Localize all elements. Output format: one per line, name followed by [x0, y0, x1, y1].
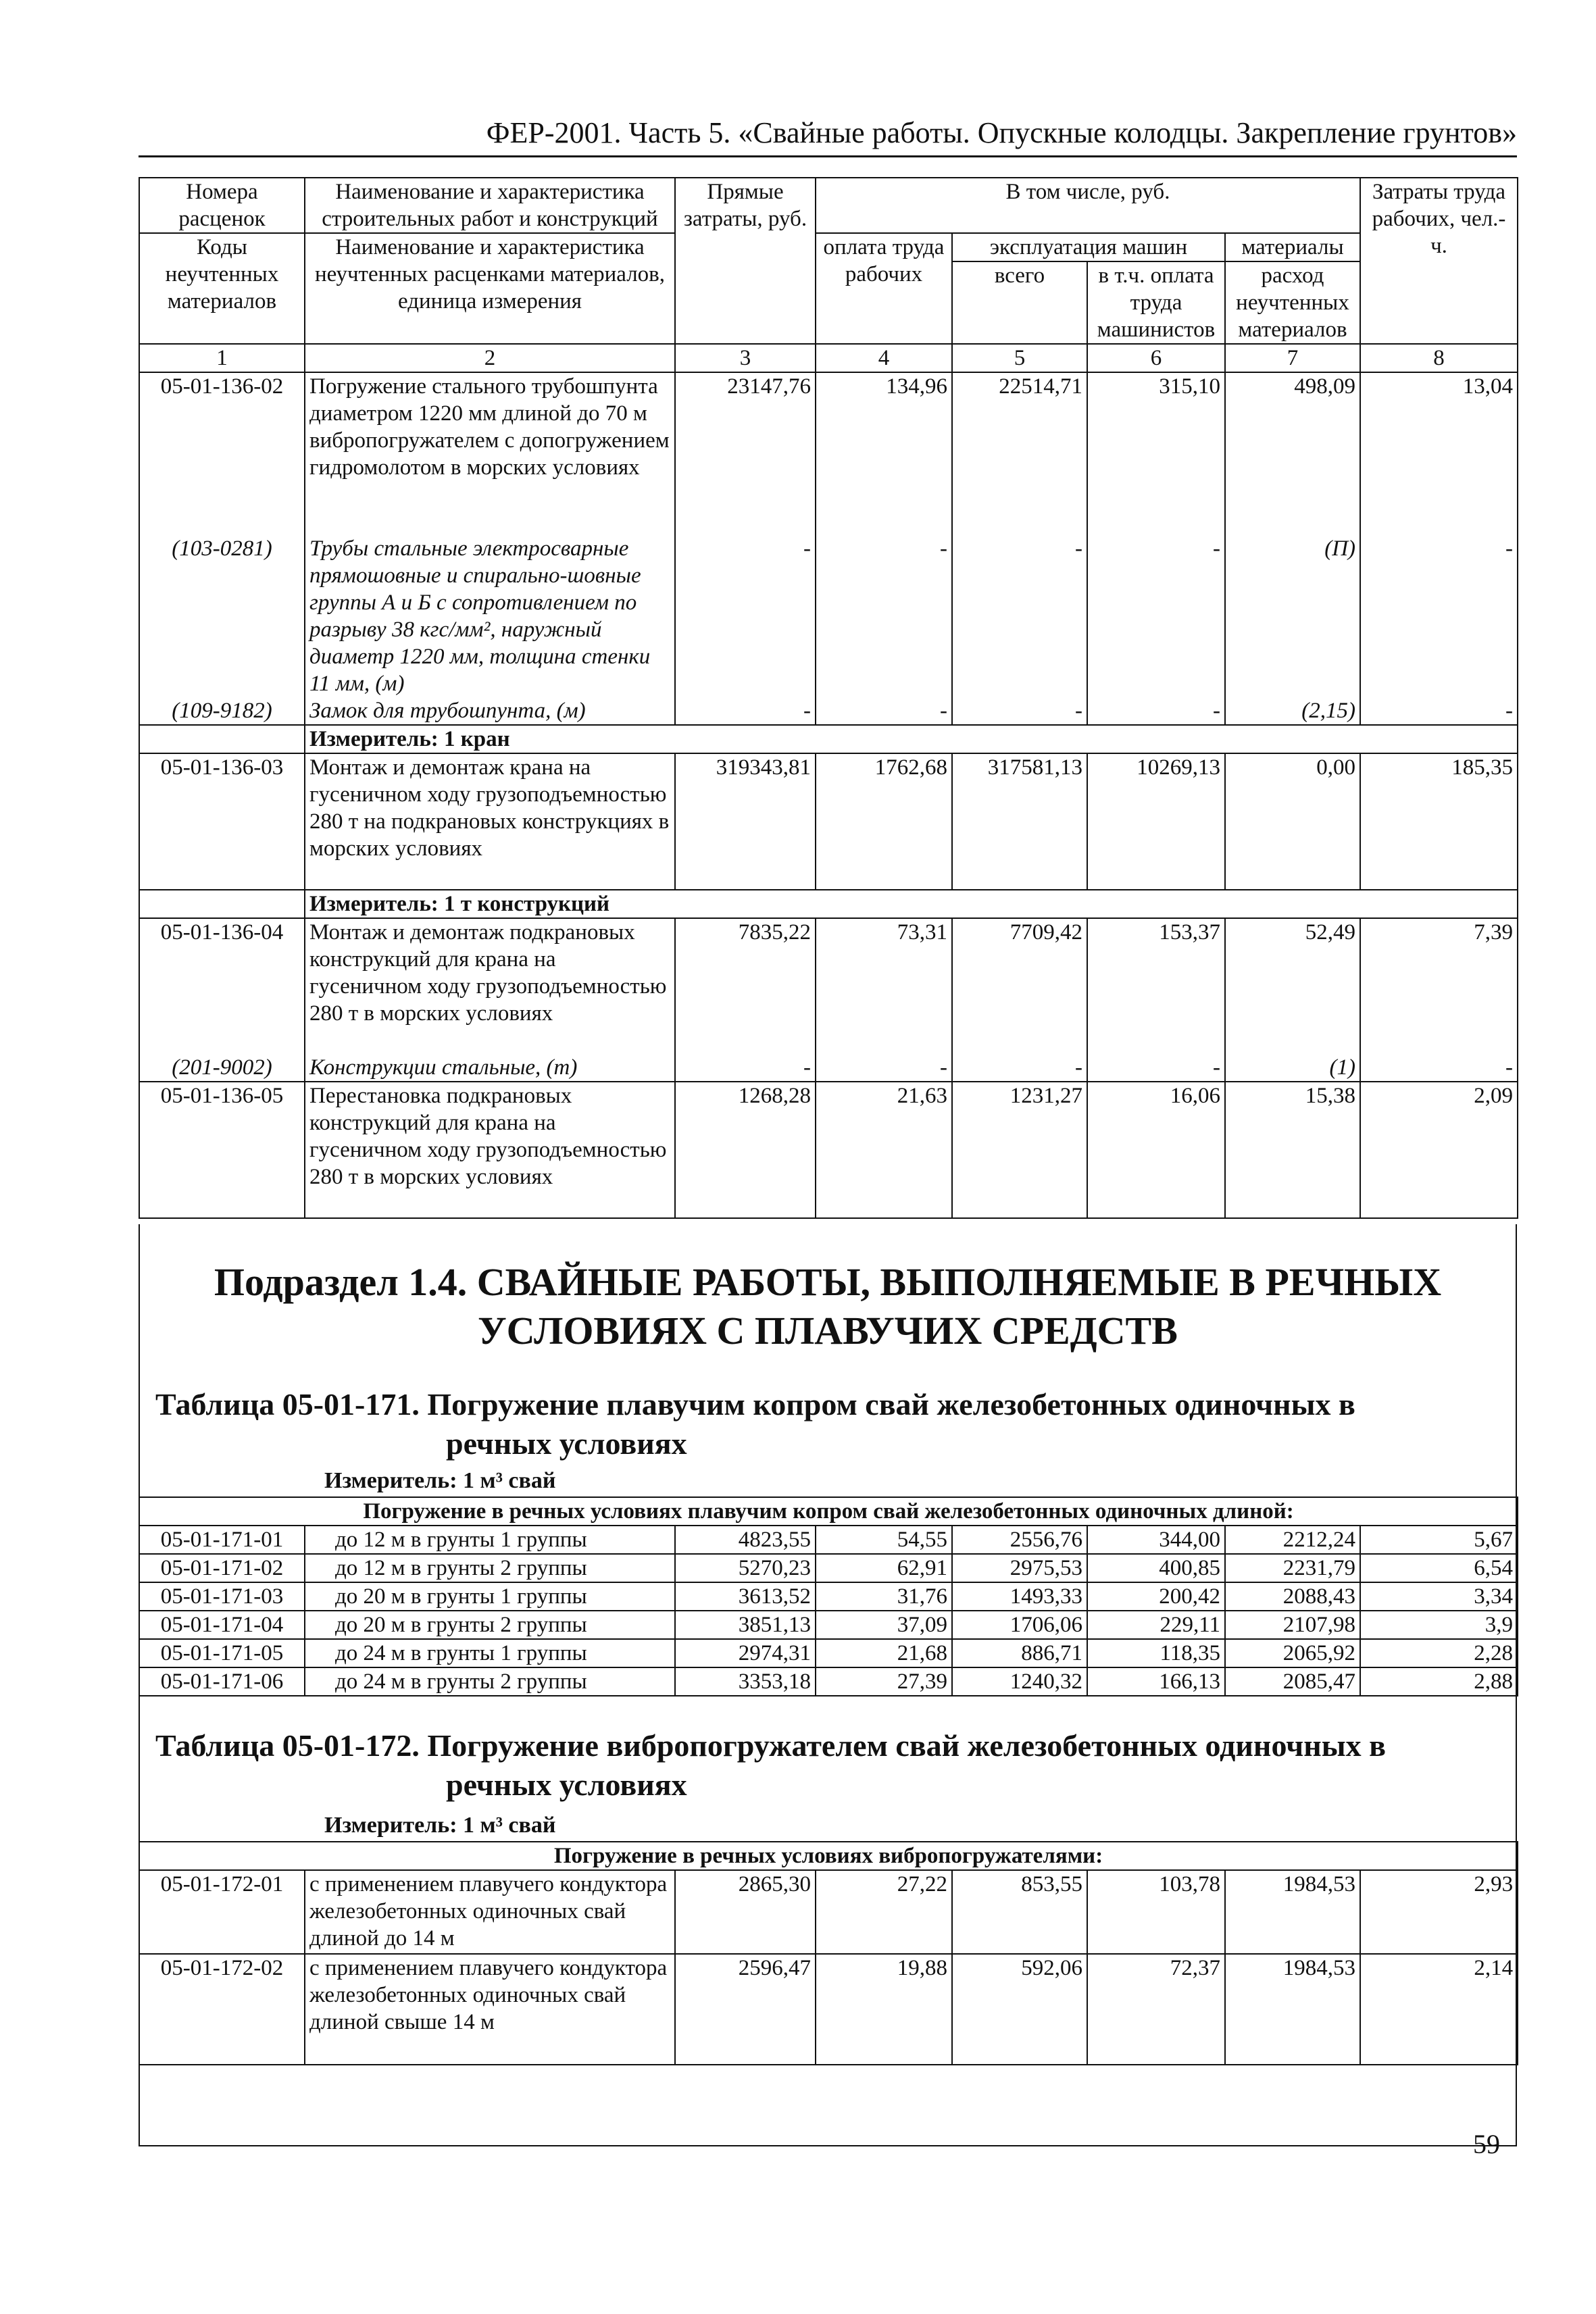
table-171-title: Таблица 05-01-171. Погружение плавучим копром свай железобетонных одиночных в речных условиях — [155, 1387, 1355, 1461]
hdr-materials: материалы — [1225, 233, 1360, 261]
table-row: 05-01-171-03 до 20 м в грунты 1 группы 3613,52 31,76 1493,33 200,42 2088,43 3,34 — [139, 1582, 1518, 1611]
hdr-including: В том числе, руб. — [816, 178, 1360, 233]
table-172-subheader: Погружение в речных условиях вибропогружателями: — [139, 1842, 1518, 1870]
table-171-measure: Измеритель: 1 м³ свай — [324, 1468, 556, 1493]
page-header: ФЕР-2001. Часть 5. «Свайные работы. Опускные колодцы. Закрепление грунтов» — [139, 115, 1517, 157]
table-row: 05-01-171-04 до 20 м в грунты 2 группы 3851,13 37,09 1706,06 229,11 2107,98 3,9 — [139, 1611, 1518, 1639]
measure-row — [139, 725, 1518, 753]
measure-row — [139, 890, 1518, 918]
table-row-material: (109-9182) Замок для трубошпунта, (м) - - - - (2,15) - — [139, 697, 1518, 725]
measure-constructions: Измеритель: 1 т конструкций — [305, 890, 1518, 918]
col-num-5: 5 — [952, 344, 1087, 372]
col-num-7: 7 — [1225, 344, 1360, 372]
hdr-direct-costs: Прямые затраты, руб. — [675, 178, 816, 344]
table-row: 05-01-136-03 Монтаж и демонтаж крана на гусеничном ходу грузоподъемностью 280 т на подкрановых конструкциях в морских условиях 319343,81 1762,68 317581,13 10269,13 0,00 185,35 — [139, 753, 1518, 890]
hdr-material-codes: Коды неучтенных материалов — [139, 233, 305, 344]
table-171 — [139, 1496, 1518, 1696]
table-row: 05-01-171-01 до 12 м в грунты 1 группы 4823,55 54,55 2556,76 344,00 2212,24 5,67 — [139, 1526, 1518, 1554]
hdr-labor-costs: Затраты труда рабочих, чел.-ч. — [1360, 178, 1518, 344]
col-num-6: 6 — [1087, 344, 1225, 372]
hdr-rate-numbers: Номера расценок — [139, 178, 305, 233]
hdr-workers-pay: оплата труда рабочих — [816, 233, 952, 344]
table-172 — [139, 1841, 1518, 2065]
hdr-material-name: Наименование и характеристика неучтенных расценками материалов, единица измерения — [305, 233, 675, 344]
section-title: Подраздел 1.4. СВАЙНЫЕ РАБОТЫ, ВЫПОЛНЯЕМЫЕ В РЕЧНЫХ УСЛОВИЯХ С ПЛАВУЧИХ СРЕДСТВ — [214, 1260, 1442, 1353]
measure-crane: Измеритель: 1 кран — [305, 725, 1518, 753]
table-row: 05-01-171-06 до 24 м в грунты 2 группы 3353,18 27,39 1240,32 166,13 2085,47 2,88 — [139, 1667, 1518, 1696]
hdr-machinists-pay: в т.ч. оплата труда машинистов — [1087, 261, 1225, 344]
hdr-machines: эксплуатация машин — [952, 233, 1225, 261]
table-172-title: Таблица 05-01-172. Погружение вибропогружателем свай железобетонных одиночных в речных условиях — [155, 1728, 1386, 1802]
table-171-subheader: Погружение в речных условиях плавучим копром свай железобетонных одиночных длиной: — [139, 1497, 1518, 1526]
hdr-material-consumption: расход неучтенных материалов — [1225, 261, 1360, 344]
col-num-1: 1 — [139, 344, 305, 372]
table-row-material: (103-0281) Трубы стальные электросварные прямошовные и спирально-шовные группы А и Б с сопротивлением по разрыву 38 кгс/мм², наружный диаметр 1220 мм, толщина стенки 11 мм, (м) - - - - (П) - — [139, 535, 1518, 697]
table-row: 05-01-172-02 с применением плавучего кондуктора железобетонных одиночных свай длиной свыше 14 м 2596,47 19,88 592,06 72,37 1984,53 2,14 — [139, 1954, 1518, 2065]
table-row: 05-01-172-01 с применением плавучего кондуктора железобетонных одиночных свай длиной до 14 м 2865,30 27,22 853,55 103,78 1984,53 2,93 — [139, 1870, 1518, 1954]
table-row: 05-01-171-05 до 24 м в грунты 1 группы 2974,31 21,68 886,71 118,35 2065,92 2,28 — [139, 1639, 1518, 1667]
table-row: 05-01-171-02 до 12 м в грунты 2 группы 5270,23 62,91 2975,53 400,85 2231,79 6,54 — [139, 1554, 1518, 1582]
table-row: 05-01-136-05 Перестановка подкрановых конструкций для крана на гусеничном ходу грузоподъемностью 280 т в морских условиях 1268,28 21,63 1231,27 16,06 15,38 2,09 — [139, 1082, 1518, 1218]
hdr-machines-total: всего — [952, 261, 1087, 344]
table-172-measure: Измеритель: 1 м³ свай — [324, 1813, 556, 1838]
hdr-work-name: Наименование и характеристика строительных работ и конструкций — [305, 178, 675, 233]
col-num-4: 4 — [816, 344, 952, 372]
table-row: 05-01-136-02 Погружение стального трубошпунта диаметром 1220 мм длиной до 70 м вибропогружателем с допогружением гидромолотом в морских условиях 23147,76 134,96 22514,71 315,10 498,09 13,04 — [139, 372, 1518, 535]
col-num-3: 3 — [675, 344, 816, 372]
main-rates-table — [139, 177, 1518, 1219]
table-row-material: (201-9002) Конструкции стальные, (т) - - - - (1) - — [139, 1054, 1518, 1082]
bottom-frame-line — [139, 2145, 1517, 2146]
col-num-2: 2 — [305, 344, 675, 372]
table-row: 05-01-136-04 Монтаж и демонтаж подкрановых конструкций для крана на гусеничном ходу грузоподъемностью 280 т в морских условиях 7835,22 73,31 7709,42 153,37 52,49 7,39 — [139, 918, 1518, 1054]
page-number: 59 — [1473, 2129, 1500, 2159]
col-num-8: 8 — [1360, 344, 1518, 372]
